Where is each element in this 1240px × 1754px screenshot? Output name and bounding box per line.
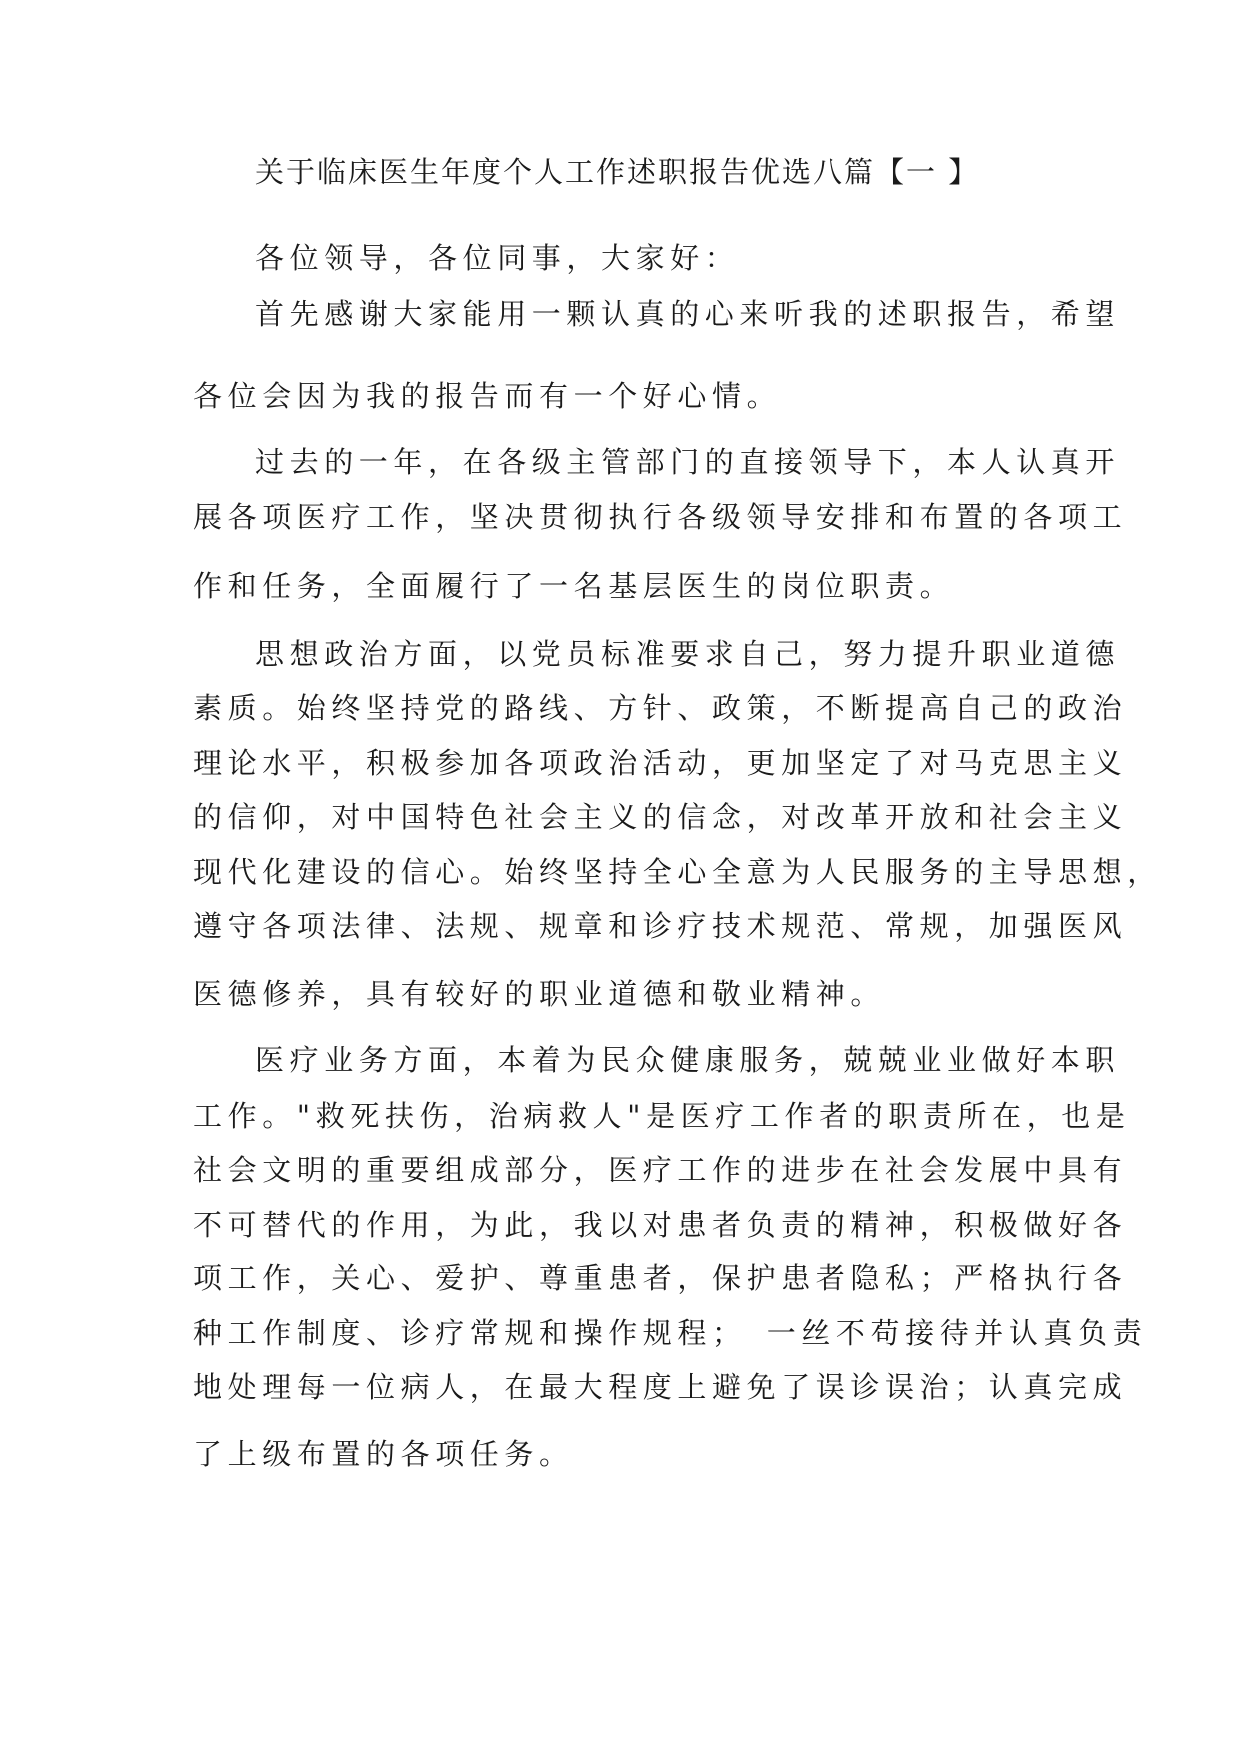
paragraph-line: 遵守各项法律、法规、规章和诊疗技术规范、常规，加强医风 — [193, 909, 1128, 943]
paragraph-line: 素质。始终坚持党的路线、方针、政策，不断提高自己的政治 — [193, 691, 1128, 725]
paragraph-line: 社会文明的重要组成部分，医疗工作的进步在社会发展中具有 — [193, 1153, 1128, 1187]
paragraph-line: 的信仰，对中国特色社会主义的信念，对改革开放和社会主义 — [193, 800, 1128, 834]
paragraph-line: 作和任务，全面履行了一名基层医生的岗位职责。 — [193, 569, 955, 603]
document-title: 关于临床医生年度个人工作述职报告优选八篇【一 】 — [255, 155, 980, 189]
paragraph-line: 种工作制度、诊疗常规和操作规程； 一丝不苟接待并认真负责 — [193, 1316, 1148, 1350]
paragraph-line: 地处理每一位病人，在最大程度上避免了误诊误治；认真完成 — [193, 1370, 1128, 1404]
paragraph-line: 展各项医疗工作，坚决贯彻执行各级领导安排和布置的各项工 — [193, 500, 1128, 534]
paragraph-line: 不可替代的作用，为此，我以对患者负责的精神，积极做好各 — [193, 1208, 1128, 1242]
paragraph-line: 各位领导，各位同事，大家好： — [255, 241, 740, 275]
paragraph-line: 项工作，关心、爱护、尊重患者，保护患者隐私；严格执行各 — [193, 1261, 1128, 1295]
paragraph-line: 医疗业务方面，本着为民众健康服务，兢兢业业做好本职 — [255, 1043, 1121, 1077]
paragraph-line: 首先感谢大家能用一颗认真的心来听我的述职报告，希望 — [255, 297, 1121, 331]
paragraph-line: 了上级布置的各项任务。 — [193, 1437, 574, 1471]
paragraph-line: 医德修养，具有较好的职业道德和敬业精神。 — [193, 977, 886, 1011]
paragraph-line: 理论水平，积极参加各项政治活动，更加坚定了对马克思主义 — [193, 746, 1128, 780]
paragraph-line: 工作。"救死扶伤，治病救人"是医疗工作者的职责所在，也是 — [193, 1099, 1131, 1133]
paragraph-line: 各位会因为我的报告而有一个好心情。 — [193, 379, 782, 413]
paragraph-line: 现代化建设的信心。始终坚持全心全意为人民服务的主导思想， — [193, 855, 1162, 889]
paragraph-line: 思想政治方面，以党员标准要求自己，努力提升职业道德 — [255, 637, 1121, 671]
paragraph-line: 过去的一年，在各级主管部门的直接领导下，本人认真开 — [255, 445, 1121, 479]
